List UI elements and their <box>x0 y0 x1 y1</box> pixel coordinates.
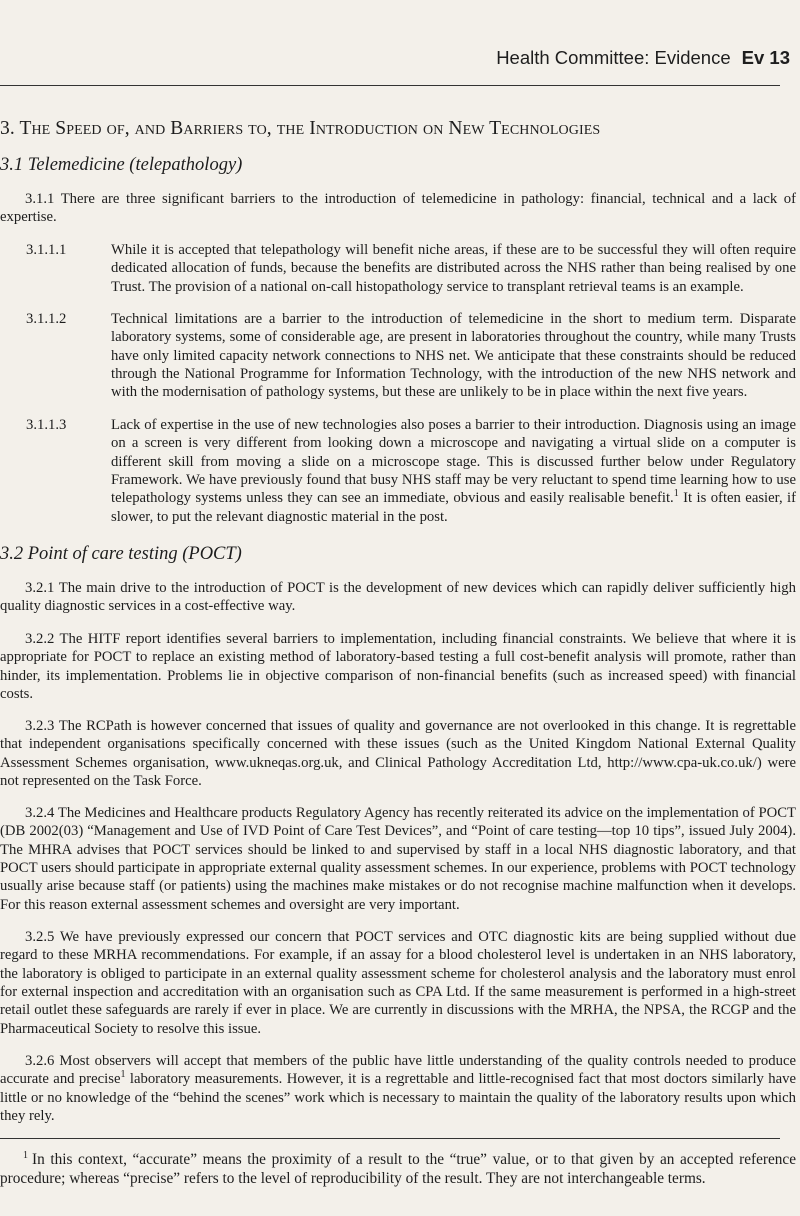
item-number: 3.1.1.3 <box>26 417 67 433</box>
poct-heading: 3.2 Point of care testing (POCT) <box>0 544 242 564</box>
paragraph-number: 3.2.6 <box>25 1053 55 1069</box>
paragraph-text: We have previously expressed our concern that POCT services and OTC diagnostic kits are being supplied without due regard to these MRHA recommendations. For example, if an assay for a blood cholesterol level is undertaken in an NHS laboratory, the laboratory is obliged to participate in an external quality assessment scheme for cholesterol analysis and the laboratory must enrol for external inspection and accreditation with an organisation such as CPA Ltd. If the same measurement is performed in a high-street retail outlet these safeguards are rarely if ever in place. We are currently in discussions with the MRHA, the NPSA, the RCGP and the Pharmaceutical Society to resolve this issue. <box>0 929 796 1037</box>
paragraph-text: The main drive to the introduction of POCT is the development of new devices which can rapidly deliver sufficiently high quality diagnostic services in a cost-effective way. <box>0 580 796 615</box>
paragraph-number: 3.2.3 <box>25 718 55 734</box>
item-text: Lack of expertise in the use of new technologies also poses a barrier to their introduction. Diagnosis using an image on a screen is very different from looking down a microscope and navigating a virtual slide on a computer is different skill from moving a slide on a microscope stage. This is discussed further below under Regulatory Framework. We have previously found that busy NHS staff may be very reluctant to spend time learning how to use telepathology systems unless they can see an immediate, obvious and easily realisable benefit.$^1$ It is often easier, if slower, to put the relevant diagnostic material in the post. <box>111 417 797 525</box>
paragraph-text: The HITF report identifies several barriers to implementation, including financial constraints. We believe that where it is appropriate for POCT to replace an existing method of laboratory-based testing a full cost-benefit analysis will promote, rather than hinder, its implementation. Problems lie in objective comparison of non-financial benefits (such as increased speed) with financial costs. <box>0 631 796 703</box>
section-heading: 3. The Speed of, and Barriers to, the Introduction on New Technologies <box>0 118 601 139</box>
paragraph-text: There are three significant barriers to the introduction of telemedicine in pathology: financial, technical and a lack of expertise. <box>0 191 796 226</box>
paragraph-3-2-6 <box>0 1052 796 1125</box>
item-text: While it is accepted that telepathology will benefit niche areas, if these are to be successful they will often require dedicated allocation of funds, because the benefits are distributed across the NHS rather than being realised by one Trust. The provision of a national on-call histopathology service to transplant retrieval teams is an example. <box>111 242 796 295</box>
item-3-1-1-2 <box>26 310 796 402</box>
paragraph-text: Most observers will accept that members of the public have little understanding of the quality controls needed to produce accurate and precise$^1$ laboratory measurements. However, it is a regrettable and little-recognised fact that most doctors similarly have little or no knowledge of the “behind the scenes” work which is necessary to maintain the quality of the laboratory results upon which they rely. <box>0 1053 796 1125</box>
paragraph-number: 3.2.1 <box>25 580 55 596</box>
item-number: 3.1.1.1 <box>26 242 67 258</box>
item-number: 3.1.1.2 <box>26 311 67 327</box>
paragraph-3-2-1 <box>0 579 796 616</box>
paragraph-3-2-4 <box>0 804 796 914</box>
footnote-reference: 1 <box>673 488 679 500</box>
paragraph-3-1-1 <box>0 190 796 227</box>
footnote-rule <box>0 1138 780 1139</box>
paragraph-text: The RCPath is however concerned that issues of quality and governance are not overlooked in this change. It is regrettable that independent organisations specifically concerned with these issues (such as the United Kingdom National External Quality Assessment Schemes organisation, www.ukneqas.org.uk, and Clinical Pathology Accreditation Ltd, http://www.cpa-uk.co.uk/) were not represented on the Task Force. <box>0 718 796 790</box>
paragraph-number: 3.2.4 <box>25 805 55 821</box>
footnote-mark: 1 <box>23 1150 28 1161</box>
footnote-text: In this context, “accurate” means the proximity of a result to the “true” value, or to that given by an accepted reference procedure; whereas “precise” refers to the level of reproducibility of the result. They are not interchangeable terms. <box>0 1151 796 1188</box>
footnote <box>0 1146 796 1188</box>
page-reference: Ev 13 <box>741 47 790 68</box>
footnote-reference: 1 <box>120 1069 126 1081</box>
header-title: Health Committee: Evidence <box>496 47 731 68</box>
item-3-1-1-1 <box>26 241 796 296</box>
item-text: Technical limitations are a barrier to the introduction of telemedicine in the short to medium term. Disparate laboratory systems, some of considerable age, are present in laboratories throughout the country, while many Trusts have only limited capacity network connections to NHS net. We anticipate that these constraints should be reduced through the National Programme for Information Technology, with the introduction of the new NHS network and with the modernisation of pathology systems, but these are unlikely to be in place within the next five years. <box>111 311 796 401</box>
paragraph-3-2-5 <box>0 928 796 1038</box>
telemedicine-heading: 3.1 Telemedicine (telepathology) <box>0 155 243 175</box>
item-3-1-1-3 <box>26 416 796 526</box>
paragraph-number: 3.1.1 <box>25 191 55 207</box>
header-rule <box>0 85 780 86</box>
running-header <box>496 47 790 69</box>
paragraph-number: 3.2.2 <box>25 631 55 647</box>
paragraph-number: 3.2.5 <box>25 929 55 945</box>
paragraph-3-2-2 <box>0 630 796 703</box>
paragraph-3-2-3 <box>0 717 796 790</box>
paragraph-text: The Medicines and Healthcare products Regulatory Agency has recently reiterated its advice on the implementation of POCT (DB 2002(03) “Management and Use of IVD Point of Care Test Devices”, and “Point of care testing—top 10 tips”, issued July 2004). The MHRA advises that POCT services should be linked to and supervised by staff in a local NHS diagnostic laboratory, and that POCT users should participate in appropriate external quality assessment schemes. In our experience, problems with POCT technology usually arise because staff (or patients) using the machines make mistakes or do not recognise machine malfunction when it develops. For this reason external assessment schemes and oversight are very important. <box>0 805 796 913</box>
